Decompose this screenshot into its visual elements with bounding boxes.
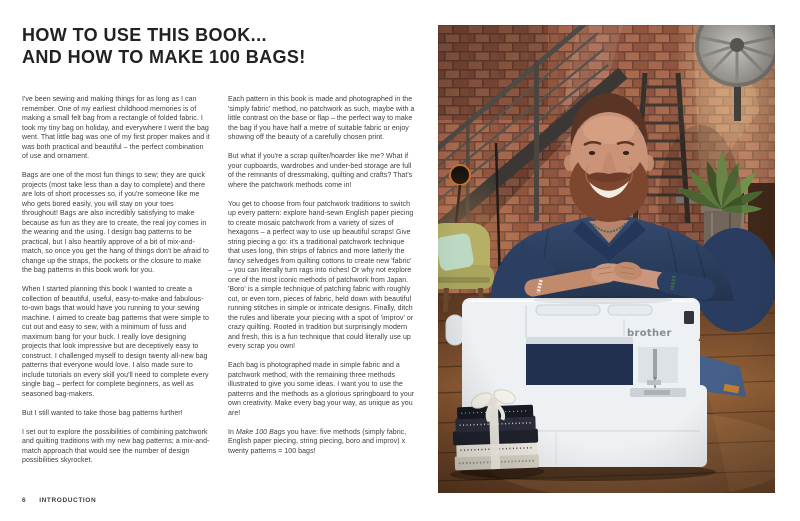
body-paragraph: I've been sewing and making things for as long as I can remember. One of my earliest childhood memories is of making a small felt bag from a rectangle of folded fabric. I took my tiny bag on holiday, and everywhere I went the bag went. That little bag was one of my first proper makes and it was both practical and beautiful – the perfect combination of use and ornament.	[22, 96, 210, 160]
body-paragraph: Bags are one of the most fun things to sew; they are quick projects (most take less than a day to complete) and there are lots of short processes so, if you're someone like me who gets bored easily, you will stay on your toes throughout! Bags are also incredibly satisfying to make because as fun as they are to create, the real joy comes in the wearing and the using. I design bag patterns to be practical, but I also heartily approve of a bit of mix-and-match, so once you get the hang of things don't be afraid to change up the straps, the pockets or the closure to make the bag patterns in this book work for you.	[22, 172, 209, 274]
body-paragraph: You get to choose from four patchwork traditions to switch up every pattern: explore hand-sewn English paper piecing to create mosaic patchwork from a variety of sizes of hexagons – a perfect way to use up beautiful scraps! Give string piecing a go: it's a traditional patchwork technique that uses long, thin strips of fabrics and more latterly the fancy selvedges from quilting cottons to create new 'fabric' – you can literally turn rags into riches! Or why not explore one of the most iconic methods of patchwork from Japan. 'Boro' is a simple technique of patching fabric with roughly cut, or even torn, pieces of fabric, held down with beautiful running stitches in simple or intricate designs. Finally, ditch the rules and liberate your piecing with a spot of 'improv' or crazy quilting. Rooted in tradition but surprisingly modern and fresh, this is a fun technique that could literally use up every scrap you own!	[228, 200, 414, 350]
page-title	[22, 24, 306, 68]
body-paragraph: Each pattern in this book is made and photographed in the 'simply fabric' method, no patchwork as such, maybe with a little contrast on the base or flap – the perfect way to make the bag if you have half a metre of suitable fabric or enjoy showing off the beauty of a carefully chosen print.	[228, 96, 415, 141]
photo-illustration	[438, 25, 775, 493]
body-paragraph: I set out to explore the possibilities of combining patchwork and quilting traditions with my new bag patterns; a mix-and-match approach that would see the number of design possibilities skyrocket.	[22, 428, 210, 464]
body-paragraph-final	[228, 428, 417, 457]
body-paragraph: But I still wanted to take those bag patterns further!	[22, 409, 183, 417]
text-column-1	[22, 95, 211, 475]
author-photo	[438, 25, 775, 493]
book-title-italic: Make 100 Bags	[235, 428, 286, 436]
body-paragraph: When I started planning this book I wanted to create a collection of beautiful, useful, easy-to-make and fabulous-to-own bags that would have you running to your sewing machine. I aimed to create bag patterns that were simple to cut out and easy to sew, with a minimum of fuss and maximum bang for your buck. I really love designing projects that look impressive but are deceptively easy to construct. I challenged myself to design twenty all-new bag patterns that everyone would love. I also made sure to include tutorials on every skill you'll need to complete every single bag – perfect for complete beginners, as well as seasoned bag-makers.	[22, 286, 209, 398]
body-paragraph: Each bag is photographed made in simple fabric and a patchwork method, with the remaining three methods illustrated to give you some ideas. I want you to use the patterns and the methods as a glorious springboard to your own creativity. Make every bag your way, as unique as you are!	[228, 362, 415, 417]
page-number: 6	[22, 497, 27, 504]
page-footer	[22, 497, 96, 504]
section-label: INTRODUCTION	[39, 497, 97, 504]
photo-vignette	[438, 25, 775, 493]
page-title-line2: AND HOW TO MAKE 100 BAGS!	[22, 47, 306, 67]
final-paragraph-prefix: In	[228, 428, 236, 436]
final-paragraph-suffix: you have: five methods (simply fabric, English paper piecing, string piecing, boro and improv) x twenty patterns = 100 bags!	[228, 428, 407, 455]
body-paragraph: But what if you're a scrap quilter/hoarder like me? What if your cupboards, wardrobes and under-bed storage are full of the remnants of dressmaking, quilting and crafts? That's where the patchwork methods come in!	[228, 153, 413, 189]
page-title-line1: HOW TO USE THIS BOOK...	[22, 25, 267, 45]
text-column-2	[228, 95, 417, 466]
